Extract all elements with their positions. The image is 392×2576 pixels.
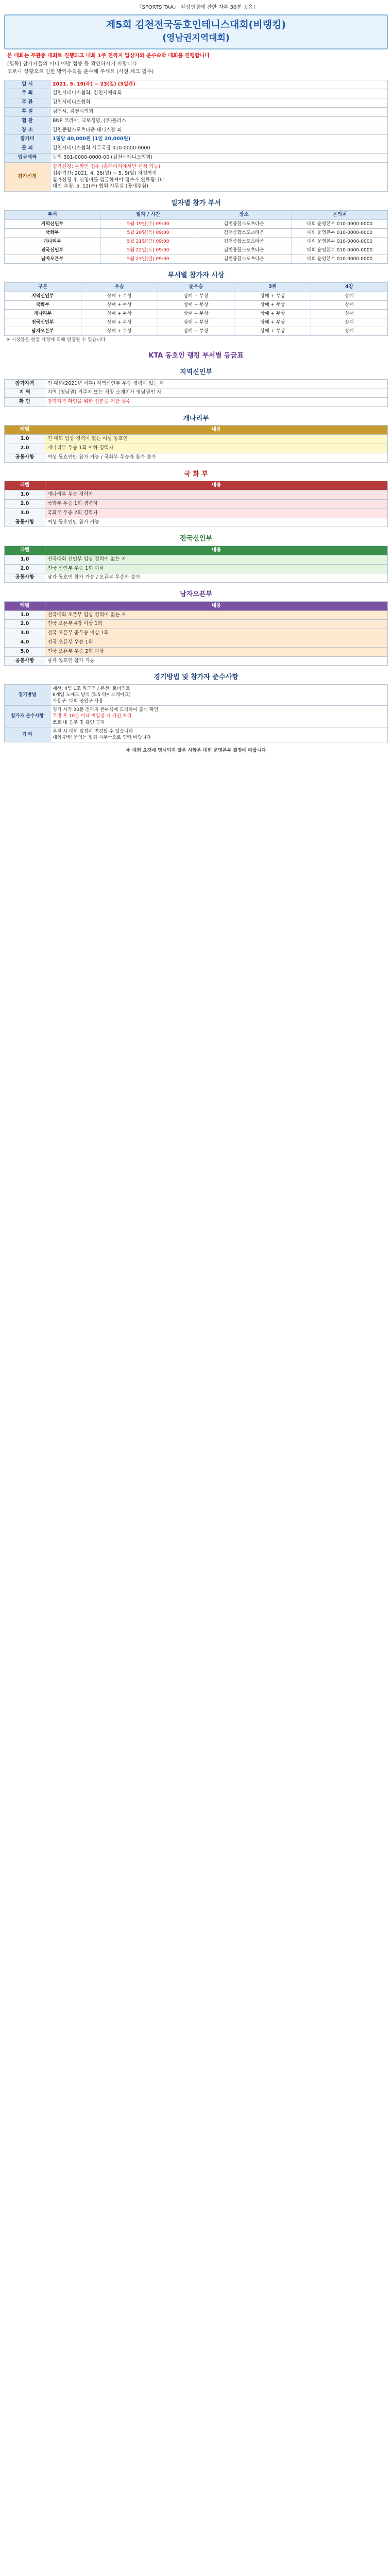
notice-2: [필독] 참가자들의 미니 예방 접종 등 확인하시기 바랍니다 xyxy=(7,61,138,67)
prize-cell: 상패 + 부상 xyxy=(234,292,311,300)
rules-item: 코트 내 음주 및 흡연 금지 xyxy=(53,720,105,725)
rules-items xyxy=(50,727,388,742)
rules-table xyxy=(4,684,388,742)
prize-title: 부서별 참가자 시상 xyxy=(167,272,225,280)
schedule-date: 5월 21일(금) 09:00 xyxy=(100,237,196,246)
notice-3: 코로나 상황으로 인한 방역수칙을 준수해 주세요 (사전 체크 필수) xyxy=(7,69,154,75)
page xyxy=(4,0,388,765)
gaenari-desc: 여성 동호인만 참가 가능 / 국화부 우승자 참가 불가 xyxy=(45,453,388,462)
schedule-row xyxy=(5,228,388,237)
local-item: 참가자격 확인을 위한 신분증 지참 필수 xyxy=(45,398,388,407)
gukhwa-desc: 여성 동호인만 참가 가능 xyxy=(45,518,388,527)
apply-note: 참가신청: 온라인 접수 (홈페이지에서만 신청 가능) xyxy=(53,163,161,170)
prize-head: 4강 xyxy=(311,282,388,292)
schedule-dept: 국화부 xyxy=(5,228,100,237)
gukhwa-level: 공통사항 xyxy=(5,518,45,527)
info-row xyxy=(5,154,388,163)
schedule-place: 김천종합스포츠타운 xyxy=(196,255,292,264)
prize-cell: 상패 + 부상 xyxy=(234,327,311,336)
local-label: 확 인 xyxy=(5,398,45,407)
gaenari-row xyxy=(5,453,388,462)
footer-note: ※ 대회 요강에 명시되지 않은 사항은 대회 운영본부 결정에 따릅니다 xyxy=(126,748,266,754)
schedule-dept: 지역신인부 xyxy=(5,219,100,228)
national-desc: 남자 동호인 참가 가능 / 오픈부 우승자 불가 xyxy=(45,573,388,583)
prize-row xyxy=(5,309,388,318)
open-head-row xyxy=(5,601,388,611)
info-row xyxy=(5,135,388,144)
gaenari-head: 내용 xyxy=(45,426,388,435)
national-level: 2.0 xyxy=(5,564,45,573)
national-title: 전국신인부 xyxy=(180,535,212,543)
national-head: 내용 xyxy=(45,546,388,555)
local-item: 전 대회(2021년 이후) 지역신인부 우승 경력이 없는 자 xyxy=(45,379,388,388)
gaenari-head-row xyxy=(5,426,388,435)
prize-cell: 상패 + 부상 xyxy=(81,318,158,327)
local-row xyxy=(5,379,388,388)
gukhwa-level: 3.0 xyxy=(5,509,45,518)
apply-note: 접수기간: 2021. 4. 26(월) ~ 5. 9(일) 자정까지 xyxy=(53,170,157,176)
schedule-dept: 전국신인부 xyxy=(5,246,100,255)
local-row xyxy=(5,398,388,407)
local-table xyxy=(4,379,388,407)
rules-title: 경기방법 및 참가자 준수사항 xyxy=(154,673,238,682)
rules-items xyxy=(50,706,388,727)
schedule-contact: 대회 운영본부 010-0000-0000 xyxy=(292,237,388,246)
schedule-row xyxy=(5,237,388,246)
rules-item: 6게임 노애드 방식 (5:5 타이브레이크) xyxy=(53,692,131,698)
gukhwa-row xyxy=(5,509,388,518)
open-desc: 전국대회 오픈부 입상 경력이 없는 자 xyxy=(45,611,388,620)
open-row xyxy=(5,629,388,638)
info-value: 김천시테니스협회 xyxy=(50,98,388,108)
open-row xyxy=(5,656,388,666)
schedule-place: 김천종합스포츠타운 xyxy=(196,246,292,255)
gukhwa-row xyxy=(5,518,388,527)
prize-cell: 상패 + 부상 xyxy=(234,309,311,318)
prize-cell: 상패 xyxy=(311,300,388,309)
prize-row xyxy=(5,292,388,300)
prize-cell: 상패 xyxy=(311,327,388,336)
gaenari-head: 레벨 xyxy=(5,426,45,435)
rules-item: 사용구: 대회 공인구 사용 xyxy=(53,699,104,704)
prize-cell: 상패 + 부상 xyxy=(158,327,234,336)
gukhwa-head-row xyxy=(5,481,388,490)
prize-table xyxy=(4,282,388,336)
gukhwa-desc: 국화부 우승 2회 경력자 xyxy=(45,509,388,518)
open-level: 2.0 xyxy=(5,620,45,629)
schedule-date: 5월 23일(일) 09:00 xyxy=(100,255,196,264)
info-label: 후 원 xyxy=(5,108,50,117)
apply-note: 대진 추첨: 5. 12(수) 협회 사무실 (공개추첨) xyxy=(53,183,148,190)
prize-cell: 상패 xyxy=(311,292,388,300)
rules-item: 호명 후 10분 이내 미입장 시 기권 처리 xyxy=(53,714,132,719)
info-value: 농협 301-0000-0000-00 (김천시테니스협회) xyxy=(50,154,388,163)
prize-cell: 상패 + 부상 xyxy=(81,327,158,336)
open-desc: 전국 오픈부 우승 1회 xyxy=(45,638,388,647)
prize-cell: 상패 + 부상 xyxy=(81,292,158,300)
national-table xyxy=(4,546,388,583)
prize-cell: 상패 xyxy=(311,309,388,318)
schedule-contact: 대회 운영본부 010-0000-0000 xyxy=(292,228,388,237)
national-desc: 전국 신인부 우승 1회 이하 xyxy=(45,564,388,573)
prize-cell: 상패 + 부상 xyxy=(158,292,234,300)
info-row xyxy=(5,116,388,126)
national-head: 레벨 xyxy=(5,546,45,555)
gaenari-row xyxy=(5,435,388,444)
national-row xyxy=(5,564,388,573)
info-label: 일 시 xyxy=(5,80,50,89)
info-value: 김천시테니스협회, 김천시체육회 xyxy=(50,89,388,98)
national-row xyxy=(5,555,388,564)
title-box xyxy=(4,14,388,50)
gukhwa-level: 2.0 xyxy=(5,499,45,509)
top-line: 『SPORTS TAA』 일정변경에 관한 자부 30분 공유! xyxy=(137,5,255,10)
rules-label: 참가자 준수사항 xyxy=(5,706,50,727)
prize-cell: 전국신인부 xyxy=(5,318,81,327)
rules-items xyxy=(50,684,388,705)
info-row xyxy=(5,80,388,89)
gaenari-level: 공통사항 xyxy=(5,453,45,462)
info-value: 김천시, 김천시의회 xyxy=(50,108,388,117)
prize-cell: 개나리부 xyxy=(5,309,81,318)
schedule-head: 일자 / 시간 xyxy=(100,210,196,219)
info-label: 입금계좌 xyxy=(5,154,50,163)
schedule-place: 김천종합스포츠타운 xyxy=(196,228,292,237)
prize-cell: 상패 + 부상 xyxy=(234,300,311,309)
info-value: 김천시테니스협회 사무국장 010-0000-0000 xyxy=(50,144,388,154)
rules-item: 예선: 4팀 1조 리그전 / 본선: 토너먼트 xyxy=(53,686,130,691)
gaenari-title: 개나리부 xyxy=(183,414,209,422)
open-desc: 전국 오픈부 우승 2회 이상 xyxy=(45,647,388,656)
schedule-head: 부서 xyxy=(5,210,100,219)
gukhwa-head: 레벨 xyxy=(5,481,45,490)
open-desc: 남자 동호인 참가 가능 xyxy=(45,656,388,666)
gaenari-desc: 개나리부 우승 1회 이하 경력자 xyxy=(45,444,388,453)
gaenari-desc: 전 대회 입상 경력이 없는 여성 동호인 xyxy=(45,435,388,444)
open-row xyxy=(5,611,388,620)
apply-row xyxy=(5,162,388,191)
prize-row xyxy=(5,300,388,309)
prize-row xyxy=(5,327,388,336)
open-head: 내용 xyxy=(45,601,388,611)
prize-head: 우승 xyxy=(81,282,158,292)
schedule-contact: 대회 운영본부 010-0000-0000 xyxy=(292,246,388,255)
schedule-title: 일자별 참가 부서 xyxy=(171,199,221,208)
national-level: 공통사항 xyxy=(5,573,45,583)
gukhwa-row xyxy=(5,490,388,500)
schedule-place: 김천종합스포츠타운 xyxy=(196,219,292,228)
schedule-place: 김천종합스포츠타운 xyxy=(196,237,292,246)
rules-item: 우천 시 대회 일정이 변경될 수 있습니다 xyxy=(53,728,133,734)
schedule-date: 5월 20일(목) 09:00 xyxy=(100,228,196,237)
prize-cell: 상패 + 부상 xyxy=(81,309,158,318)
info-row xyxy=(5,126,388,135)
local-title: 지역신인부 xyxy=(180,368,212,376)
apply-notes xyxy=(50,162,388,191)
local-label: 지 역 xyxy=(5,388,45,398)
info-value: BNP 코리아, 교보생명, (주)폴리스 xyxy=(50,116,388,126)
gaenari-table xyxy=(4,425,388,462)
schedule-contact: 대회 운영본부 010-0000-0000 xyxy=(292,255,388,264)
prize-head: 3위 xyxy=(234,282,311,292)
gukhwa-desc: 개나리부 우승 경력자 xyxy=(45,490,388,500)
info-row xyxy=(5,108,388,117)
open-row xyxy=(5,620,388,629)
prize-cell: 상패 xyxy=(311,318,388,327)
local-row xyxy=(5,388,388,398)
schedule-row xyxy=(5,246,388,255)
prize-head: 구분 xyxy=(5,282,81,292)
rules-label: 기 타 xyxy=(5,727,50,742)
info-label: 주 관 xyxy=(5,98,50,108)
gukhwa-level: 1.0 xyxy=(5,490,45,500)
prize-cell: 남자오픈부 xyxy=(5,327,81,336)
info-row xyxy=(5,89,388,98)
open-desc: 전국 오픈부 준우승 이상 1회 xyxy=(45,629,388,638)
schedule-row xyxy=(5,219,388,228)
info-value: 2021. 5. 19(수) ~ 23(일) (5일간) xyxy=(50,80,388,89)
national-row xyxy=(5,573,388,583)
open-level: 공통사항 xyxy=(5,656,45,666)
apply-note: 참가신청 후 신청비를 입금하셔야 접수가 완료됩니다 xyxy=(53,177,164,183)
title-sub: (영남권지역대회) xyxy=(162,33,230,44)
notice-1: 본 대회는 무관중 대회로 진행되고 대회 1주 전까지 입상자와 운수숙박 대회를 진행합니다 xyxy=(7,53,210,59)
prize-cell: 상패 + 부상 xyxy=(158,300,234,309)
local-item: 지역 (영남권) 거주자 또는 직장 소재지가 영남권인 자 xyxy=(45,388,388,398)
schedule-date: 5월 22일(토) 09:00 xyxy=(100,246,196,255)
schedule-head: 문의처 xyxy=(292,210,388,219)
prize-cell: 상패 + 부상 xyxy=(158,309,234,318)
rules-item: 대회 관련 문의는 협회 사무국으로 연락 바랍니다 xyxy=(53,735,151,740)
info-table xyxy=(4,80,388,192)
local-label: 참가자격 xyxy=(5,379,45,388)
schedule-date: 5월 19일(수) 09:00 xyxy=(100,219,196,228)
rules-row xyxy=(5,727,388,742)
rules-row xyxy=(5,706,388,727)
info-label: 협 찬 xyxy=(5,116,50,126)
open-row xyxy=(5,647,388,656)
prize-head: 준우승 xyxy=(158,282,234,292)
prize-note: ※ 시상품은 현장 사정에 의해 변경될 수 있습니다 xyxy=(6,337,106,343)
schedule-contact: 대회 운영본부 010-0000-0000 xyxy=(292,219,388,228)
open-table xyxy=(4,601,388,666)
title-main: 제5회 김천전국동호인테니스대회(비랭킹) xyxy=(106,19,286,30)
open-desc: 전국 오픈부 4강 이상 1회 xyxy=(45,620,388,629)
apply-label: 참가신청 xyxy=(5,162,50,191)
national-level: 1.0 xyxy=(5,555,45,564)
gukhwa-table xyxy=(4,481,388,527)
prize-cell: 상패 + 부상 xyxy=(158,318,234,327)
info-label: 참가비 xyxy=(5,135,50,144)
info-value: 1팀당 40,000원 (1인 20,000원) xyxy=(50,135,388,144)
rules-item: 경기 시작 30분 전까지 본부석에 도착하여 출석 확인 xyxy=(53,707,159,713)
gukhwa-desc: 국화부 우승 1회 경력자 xyxy=(45,499,388,509)
info-label: 주 최 xyxy=(5,89,50,98)
info-row xyxy=(5,144,388,154)
prize-cell: 상패 + 부상 xyxy=(234,318,311,327)
open-title: 남자오픈부 xyxy=(180,590,212,599)
info-label: 문 의 xyxy=(5,144,50,154)
info-row xyxy=(5,98,388,108)
kta-title: KTA 동호인 랭킹 부서별 등급표 xyxy=(148,352,244,360)
prize-cell: 상패 + 부상 xyxy=(81,300,158,309)
open-level: 4.0 xyxy=(5,638,45,647)
open-level: 3.0 xyxy=(5,629,45,638)
schedule-row xyxy=(5,255,388,264)
gukhwa-head: 내용 xyxy=(45,481,388,490)
rules-row xyxy=(5,684,388,705)
open-level: 1.0 xyxy=(5,611,45,620)
prize-row xyxy=(5,318,388,327)
schedule-head: 장소 xyxy=(196,210,292,219)
open-head: 레벨 xyxy=(5,601,45,611)
national-desc: 전국대회 신인부 입상 경력이 없는 자 xyxy=(45,555,388,564)
gaenari-level: 2.0 xyxy=(5,444,45,453)
schedule-dept: 개나리부 xyxy=(5,237,100,246)
gaenari-level: 1.0 xyxy=(5,435,45,444)
info-value: 김천종합스포츠타운 테니스장 외 xyxy=(50,126,388,135)
info-label: 장 소 xyxy=(5,126,50,135)
open-level: 5.0 xyxy=(5,647,45,656)
rules-label: 경기방법 xyxy=(5,684,50,705)
prize-cell: 지역신인부 xyxy=(5,292,81,300)
prize-cell: 국화부 xyxy=(5,300,81,309)
gukhwa-title: 국 화 부 xyxy=(184,470,208,478)
schedule-dept: 남자오픈부 xyxy=(5,255,100,264)
open-row xyxy=(5,638,388,647)
national-head-row xyxy=(5,546,388,555)
gaenari-row xyxy=(5,444,388,453)
schedule-table xyxy=(4,210,388,264)
gukhwa-row xyxy=(5,499,388,509)
